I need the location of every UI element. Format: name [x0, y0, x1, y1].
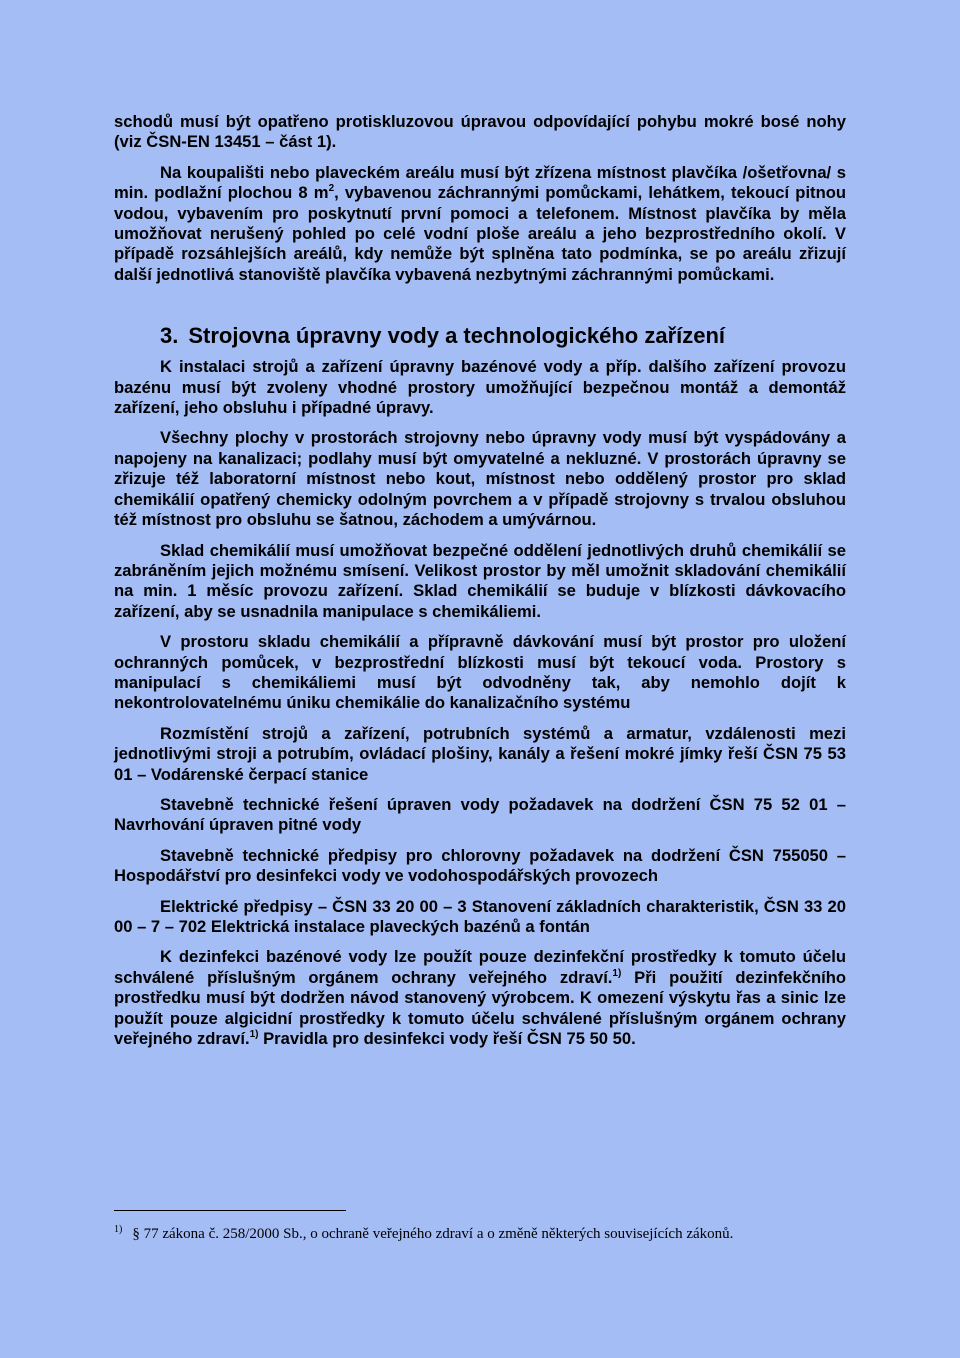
footnote-reference: 1) — [249, 1029, 259, 1041]
superscript-squared: 2 — [328, 183, 335, 195]
paragraph-installation: K instalaci strojů a zařízení úpravny bazénové vody a příp. dalšího zařízení provozu bazénu musí být zvoleny vhodné prostory umožňující bezpečnou montáž a demontáž zařízení, jeho obsluhu i případné úpravy. — [114, 357, 846, 418]
paragraph-disinfection — [114, 947, 846, 1049]
footnote — [114, 1224, 733, 1244]
footnote-mark: 1) — [114, 1224, 123, 1235]
paragraph-floors: Všechny plochy v prostorách strojovny nebo úpravny vody musí být vyspádovány a napojeny na kanalizaci; podlahy musí být omyvatelné a nekluzné. V prostorách úpravny se zřizuje též laboratorní místnost nebo kout, místnost nebo oddělený prostor pro sklad chemikálií opatřený chemicky odolným povrchem a v případě strojovny s trvalou obsluhou též místnost pro obsluhu se šatnou, záchodem a umývárnou. — [114, 428, 846, 530]
paragraph-machine-layout: Rozmístění strojů a zařízení, potrubních systémů a armatur, vzdálenosti mezi jednotlivými stroji a potrubím, ovládací plošiny, kanály a řešení mokré jímky řeší ČSN 75 53 01 – Vodárenské čerpací stanice — [114, 723, 846, 784]
paragraph-disinfection-part3: Pravidla pro desinfekci vody řeší ČSN 75 50 50. — [258, 1029, 636, 1049]
paragraph-disinfection-part1: K dezinfekci bazénové vody lze použít pouze dezinfekční prostředky k tomuto účelu schválené příslušným orgánem ochrany veřejného zdraví. — [114, 947, 846, 987]
section-heading — [160, 323, 846, 349]
paragraph-lifeguard-room — [114, 163, 846, 285]
paragraph-electrical-standard: Elektrické předpisy – ČSN 33 20 00 – 3 Stanovení základních charakteristik, ČSN 33 20 00 – 7 – 702 Elektrická instalace plaveckých bazénů a fontán — [114, 896, 846, 936]
page-content — [114, 112, 846, 1059]
section-title: Strojovna úpravny vody a technologického zařízení — [188, 323, 726, 349]
paragraph-chlorination-standard: Stavebně technické předpisy pro chlorovny požadavek na dodržení ČSN 755050 – Hospodářství pro desinfekci vody ve vodohospodářských provozech — [114, 845, 846, 886]
footnote-text: § 77 zákona č. 258/2000 Sb., o ochraně veřejného zdraví a o změně některých souvisejících zákonů. — [132, 1226, 734, 1242]
section-number: 3. — [160, 323, 179, 349]
paragraph-lifeguard-room-part1: Na koupališti nebo plaveckém areálu musí být zřízena místnost plavčíka /ošetřovna/ s min. podlažní plochou 8 m — [114, 162, 846, 203]
footnote-divider — [114, 1210, 346, 1211]
paragraph-water-treatment-standard: Stavebně technické řešení úpraven vody požadavek na dodržení ČSN 75 52 01 – Navrhování úpraven pitné vody — [114, 794, 846, 835]
paragraph-stairs: schodů musí být opatřeno protiskluzovou úpravou odpovídající pohybu mokré bosé nohy (viz ČSN-EN 13451 – část 1). — [114, 112, 846, 152]
paragraph-protective-equipment: V prostoru skladu chemikálií a přípravně dávkování musí být prostor pro uložení ochranných pomůcek, v bezprostřední blízkosti musí být tekoucí voda. Prostory s manipulací s chemikáliemi musí být odvodněny tak, aby nemohlo dojít k nekontrolovatelnému úniku chemikálie do kanalizačního systému — [114, 632, 846, 713]
paragraph-chemical-storage: Sklad chemikálií musí umožňovat bezpečné oddělení jednotlivých druhů chemikálií se zabráněním jejich možnému smísení. Velikost prostor by měl umožnit skladování chemikálií na min. 1 měsíc provozu zařízení. Sklad chemikálií se buduje v blízkosti dávkovacího zařízení, aby se usnadnila manipulace s chemikáliemi. — [114, 540, 846, 621]
footnote-reference: 1) — [612, 967, 622, 979]
paragraph-lifeguard-room-part2: , vybavenou záchrannými pomůckami, lehátkem, tekoucí pitnou vodou, vybavením pro poskytnutí první pomoci a telefonem. Místnost plavčíka by měla umožňovat nerušený pohled po celé vodní ploše areálu a jeho bezprostředního okolí. V případě rozsáhlejších areálů, kdy nemůže být splněna tato podmínka, se po areálu zřizují další jednotlivá stanoviště plavčíka vybavená nezbytnými záchrannými pomůckami. — [114, 183, 846, 284]
paragraph-disinfection-part2: Při použití dezinfekčního prostředku musí být dodržen návod stanovený výrobcem. K omezení výskytu řas a sinic lze použít pouze algicidní prostředky k tomuto účelu schválené příslušným orgánem ochrany veřejného zdraví. — [114, 967, 846, 1049]
